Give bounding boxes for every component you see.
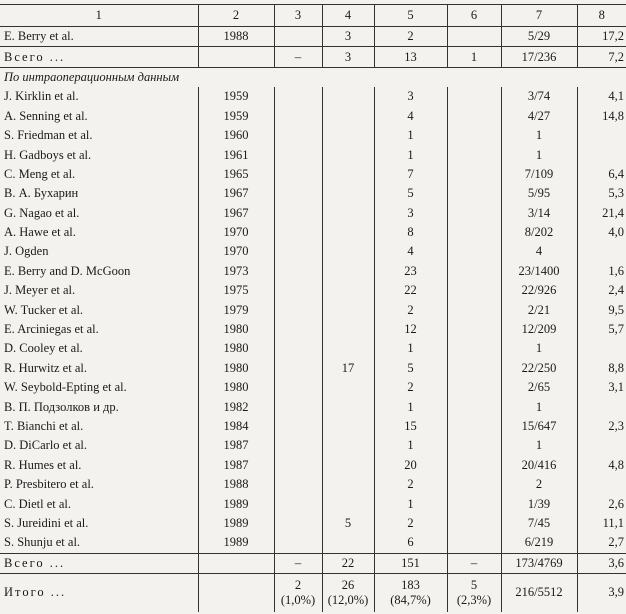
subtotal-label: Всего ... xyxy=(0,553,198,573)
value-cell-8 xyxy=(577,436,626,455)
value-cell-7: 8/202 xyxy=(501,223,577,242)
value-cell-5: 2 xyxy=(374,27,447,47)
table-row xyxy=(0,359,626,378)
value-cell-5: 4 xyxy=(374,242,447,261)
value-cell-6 xyxy=(447,378,501,397)
year-cell: 1989 xyxy=(198,494,274,513)
data-table xyxy=(0,4,626,612)
value-cell-7: 1 xyxy=(501,436,577,455)
value-cell-3 xyxy=(274,145,322,164)
value-cell-6 xyxy=(447,223,501,242)
table-row xyxy=(0,126,626,145)
subtotal-col-8: 3,6 xyxy=(577,553,626,573)
table-row xyxy=(0,494,626,513)
total-count: 183 xyxy=(401,577,420,592)
value-cell-5: 2 xyxy=(374,378,447,397)
header-row xyxy=(0,5,626,27)
value-cell-5: 15 xyxy=(374,417,447,436)
author-cell: R. Hurwitz et al. xyxy=(0,359,198,378)
value-cell-7: 1 xyxy=(501,126,577,145)
year-cell: 1982 xyxy=(198,397,274,416)
year-cell: 1980 xyxy=(198,320,274,339)
value-cell-6 xyxy=(447,436,501,455)
value-cell-3 xyxy=(274,300,322,319)
value-cell-3 xyxy=(274,397,322,416)
year-cell: 1970 xyxy=(198,242,274,261)
value-cell-6 xyxy=(447,514,501,533)
year-cell: 1980 xyxy=(198,359,274,378)
author-cell: D. DiCarlo et al. xyxy=(0,436,198,455)
value-cell-8: 4,8 xyxy=(608,457,624,472)
value-cell-4 xyxy=(322,262,374,281)
value-cell-6 xyxy=(447,107,501,126)
value-cell-3 xyxy=(274,223,322,242)
year-cell: 1960 xyxy=(198,126,274,145)
value-cell-7: 3/74 xyxy=(501,87,577,106)
value-cell-4 xyxy=(322,242,374,261)
total-count: 5 xyxy=(470,577,478,592)
value-cell-8: 4,1 xyxy=(608,89,624,104)
value-cell-7: 7/45 xyxy=(501,514,577,533)
total-percent: (1,0%) xyxy=(280,592,316,607)
empty-cell xyxy=(198,47,274,67)
value-cell-7: 1 xyxy=(501,145,577,164)
author-cell: S. Friedman et al. xyxy=(0,126,198,145)
value-cell-4 xyxy=(322,223,374,242)
subtotal-col-3: – xyxy=(274,47,322,67)
value-cell-6 xyxy=(447,300,501,319)
subtotal-row xyxy=(0,553,626,573)
value-cell-3 xyxy=(274,533,322,553)
value-cell-7: 2 xyxy=(501,475,577,494)
value-cell-3 xyxy=(274,281,322,300)
year-cell: 1989 xyxy=(198,514,274,533)
value-cell-6 xyxy=(447,145,501,164)
header-col-8: 8 xyxy=(577,5,626,27)
subtotal-row xyxy=(0,47,626,67)
value-cell-3 xyxy=(274,378,322,397)
section-title: По интраоперационным данным xyxy=(4,69,180,84)
total-label: Итого ... xyxy=(0,573,198,612)
value-cell-4 xyxy=(322,494,374,513)
author-cell: D. Cooley et al. xyxy=(0,339,198,358)
value-cell-5: 3 xyxy=(374,87,447,106)
author-cell: C. Meng et al. xyxy=(0,165,198,184)
value-cell-7: 20/416 xyxy=(501,456,577,475)
value-cell-8: 2,6 xyxy=(608,496,624,511)
author-cell: E. Berry et al. xyxy=(0,27,198,47)
value-cell-6 xyxy=(447,533,501,553)
total-col-5 xyxy=(374,573,447,612)
table-row xyxy=(0,184,626,203)
value-cell-5: 1 xyxy=(374,339,447,358)
header-col-6: 6 xyxy=(447,5,501,27)
subtotal-col-5: 13 xyxy=(374,47,447,67)
value-cell-6 xyxy=(447,320,501,339)
value-cell-6 xyxy=(447,339,501,358)
value-cell-7: 23/1400 xyxy=(501,262,577,281)
value-cell-8 xyxy=(577,126,626,145)
header-col-1: 1 xyxy=(0,5,198,27)
author-cell: S. Jureidini et al. xyxy=(0,514,198,533)
value-cell-4: 5 xyxy=(322,514,374,533)
year-cell: 1987 xyxy=(198,436,274,455)
value-cell-8 xyxy=(577,397,626,416)
value-cell-6 xyxy=(447,262,501,281)
value-cell-3 xyxy=(274,204,322,223)
value-cell-5: 12 xyxy=(374,320,447,339)
table-row xyxy=(0,378,626,397)
value-cell-6 xyxy=(447,27,501,47)
author-cell: J. Kirklin et al. xyxy=(0,87,198,106)
value-cell-4 xyxy=(322,281,374,300)
value-cell-6 xyxy=(447,475,501,494)
year-cell: 1984 xyxy=(198,417,274,436)
table-row xyxy=(0,417,626,436)
value-cell-4 xyxy=(322,339,374,358)
value-cell-5: 6 xyxy=(374,533,447,553)
value-cell-6 xyxy=(447,204,501,223)
table-row xyxy=(0,436,626,455)
value-cell-5: 8 xyxy=(374,223,447,242)
value-cell-6 xyxy=(447,242,501,261)
value-cell-8: 21,4 xyxy=(602,205,624,220)
year-cell: 1973 xyxy=(198,262,274,281)
author-cell: H. Gadboys et al. xyxy=(0,145,198,164)
author-cell: В. П. Подзолков и др. xyxy=(0,397,198,416)
value-cell-3 xyxy=(274,262,322,281)
value-cell-3 xyxy=(274,126,322,145)
table-row xyxy=(0,397,626,416)
table-row xyxy=(0,514,626,533)
year-cell: 1970 xyxy=(198,223,274,242)
value-cell-3 xyxy=(274,494,322,513)
value-cell-3 xyxy=(274,436,322,455)
header-col-2: 2 xyxy=(198,5,274,27)
value-cell-7: 1 xyxy=(501,397,577,416)
value-cell-8: 17,2 xyxy=(602,29,624,44)
table-row xyxy=(0,300,626,319)
subtotal-col-8: 7,2 xyxy=(577,47,626,67)
author-cell: J. Meyer et al. xyxy=(0,281,198,300)
table-header xyxy=(0,5,626,27)
total-col-8: 3,9 xyxy=(577,573,626,612)
value-cell-3 xyxy=(274,359,322,378)
total-percent: (84,7%) xyxy=(390,592,431,607)
total-col-3 xyxy=(274,573,322,612)
year-cell: 1961 xyxy=(198,145,274,164)
year-cell: 1959 xyxy=(198,87,274,106)
subtotal-col-7: 17/236 xyxy=(501,47,577,67)
year-cell: 1967 xyxy=(198,204,274,223)
value-cell-3 xyxy=(274,165,322,184)
value-cell-8: 4,0 xyxy=(608,225,624,240)
value-cell-5: 1 xyxy=(374,494,447,513)
total-col-6 xyxy=(447,573,501,612)
value-cell-7: 4 xyxy=(501,242,577,261)
value-cell-3 xyxy=(274,475,322,494)
table-row xyxy=(0,87,626,106)
value-cell-5: 1 xyxy=(374,397,447,416)
author-cell: J. Ogden xyxy=(0,242,198,261)
value-cell-4 xyxy=(322,184,374,203)
value-cell-4 xyxy=(322,145,374,164)
value-cell-5: 20 xyxy=(374,456,447,475)
table-row xyxy=(0,281,626,300)
author-cell: A. Hawe et al. xyxy=(0,223,198,242)
header-col-3: 3 xyxy=(274,5,322,27)
value-cell-8: 5,3 xyxy=(608,186,624,201)
author-cell: G. Nagao et al. xyxy=(0,204,198,223)
value-cell-4 xyxy=(322,456,374,475)
table-row xyxy=(0,242,626,261)
value-cell-7: 22/926 xyxy=(501,281,577,300)
value-cell-3 xyxy=(274,456,322,475)
value-cell-5: 2 xyxy=(374,300,447,319)
value-cell-5: 5 xyxy=(374,359,447,378)
value-cell-5: 5 xyxy=(374,184,447,203)
year-cell: 1988 xyxy=(198,475,274,494)
value-cell-7: 3/14 xyxy=(501,204,577,223)
value-cell-4 xyxy=(322,436,374,455)
value-cell-5: 23 xyxy=(374,262,447,281)
subtotal-col-3: – xyxy=(274,553,322,573)
value-cell-4 xyxy=(322,300,374,319)
value-cell-7: 1 xyxy=(501,339,577,358)
value-cell-3 xyxy=(274,514,322,533)
year-cell: 1980 xyxy=(198,378,274,397)
header-col-5: 5 xyxy=(374,5,447,27)
value-cell-4 xyxy=(322,378,374,397)
year-cell: 1980 xyxy=(198,339,274,358)
value-cell-6 xyxy=(447,281,501,300)
value-cell-8: 8,8 xyxy=(608,360,624,375)
value-cell-7: 1/39 xyxy=(501,494,577,513)
empty-cell xyxy=(198,553,274,573)
value-cell-3 xyxy=(274,184,322,203)
value-cell-7: 6/219 xyxy=(501,533,577,553)
subtotal-col-7: 173/4769 xyxy=(501,553,577,573)
author-cell: W. Tucker et al. xyxy=(0,300,198,319)
value-cell-3 xyxy=(274,27,322,47)
value-cell-8 xyxy=(577,475,626,494)
value-cell-8: 9,5 xyxy=(608,302,624,317)
subtotal-col-4: 22 xyxy=(322,553,374,573)
value-cell-3 xyxy=(274,339,322,358)
value-cell-3 xyxy=(274,320,322,339)
empty-cell xyxy=(198,573,274,612)
value-cell-7: 7/109 xyxy=(501,165,577,184)
table-row xyxy=(0,533,626,553)
value-cell-3 xyxy=(274,417,322,436)
author-cell: A. Senning et al. xyxy=(0,107,198,126)
value-cell-7: 2/65 xyxy=(501,378,577,397)
value-cell-7: 22/250 xyxy=(501,359,577,378)
value-cell-6 xyxy=(447,417,501,436)
value-cell-6 xyxy=(447,184,501,203)
total-count: 2 xyxy=(294,577,302,592)
subtotal-col-5: 151 xyxy=(374,553,447,573)
total-count: 26 xyxy=(341,577,355,592)
value-cell-3 xyxy=(274,107,322,126)
value-cell-4 xyxy=(322,533,374,553)
total-percent: (12,0%) xyxy=(327,592,369,607)
value-cell-4 xyxy=(322,397,374,416)
value-cell-8: 5,7 xyxy=(608,322,624,337)
value-cell-5: 1 xyxy=(374,145,447,164)
value-cell-6 xyxy=(447,456,501,475)
table-row xyxy=(0,107,626,126)
table-row xyxy=(0,145,626,164)
value-cell-4 xyxy=(322,475,374,494)
value-cell-8: 2,3 xyxy=(608,419,624,433)
author-cell: В. А. Бухарин xyxy=(0,184,198,203)
total-percent: (2,3%) xyxy=(456,592,492,607)
author-cell: R. Humes et al. xyxy=(0,456,198,475)
value-cell-4: 17 xyxy=(322,359,374,378)
value-cell-4 xyxy=(322,87,374,106)
author-cell: T. Bianchi et al. xyxy=(0,417,198,436)
year-cell: 1975 xyxy=(198,281,274,300)
value-cell-8: 1,6 xyxy=(608,263,624,278)
total-col-7: 216/5512 xyxy=(501,573,577,612)
subtotal-col-4: 3 xyxy=(322,47,374,67)
value-cell-8: 2,7 xyxy=(608,535,624,550)
year-cell: 1967 xyxy=(198,184,274,203)
total-row xyxy=(0,573,626,612)
value-cell-5: 22 xyxy=(374,281,447,300)
value-cell-7: 5/95 xyxy=(501,184,577,203)
value-cell-3 xyxy=(274,242,322,261)
value-cell-3 xyxy=(274,87,322,106)
header-col-7: 7 xyxy=(501,5,577,27)
header-col-4: 4 xyxy=(322,5,374,27)
value-cell-6 xyxy=(447,494,501,513)
value-cell-7: 15/647 xyxy=(501,417,577,436)
subtotal-label: Всего ... xyxy=(0,47,198,67)
author-cell: C. Dietl et al. xyxy=(0,494,198,513)
table-row xyxy=(0,262,626,281)
value-cell-7: 2/21 xyxy=(501,300,577,319)
value-cell-5: 3 xyxy=(374,204,447,223)
value-cell-5: 2 xyxy=(374,475,447,494)
year-cell: 1989 xyxy=(198,533,274,553)
year-cell: 1965 xyxy=(198,165,274,184)
value-cell-5: 1 xyxy=(374,126,447,145)
value-cell-4: 3 xyxy=(322,27,374,47)
value-cell-6 xyxy=(447,359,501,378)
table-row xyxy=(0,475,626,494)
value-cell-5: 1 xyxy=(374,436,447,455)
value-cell-5: 7 xyxy=(374,165,447,184)
table-row xyxy=(0,223,626,242)
table-row xyxy=(0,456,626,475)
subtotal-col-6: – xyxy=(447,553,501,573)
year-cell: 1979 xyxy=(198,300,274,319)
table-body xyxy=(0,27,626,612)
total-col-4 xyxy=(322,573,374,612)
table-row xyxy=(0,27,626,47)
value-cell-4 xyxy=(322,107,374,126)
value-cell-4 xyxy=(322,204,374,223)
table-row xyxy=(0,320,626,339)
value-cell-8: 6,4 xyxy=(608,166,624,181)
value-cell-6 xyxy=(447,397,501,416)
value-cell-4 xyxy=(322,165,374,184)
value-cell-8: 14,8 xyxy=(602,108,624,123)
subtotal-col-6: 1 xyxy=(447,47,501,67)
value-cell-7: 5/29 xyxy=(501,27,577,47)
value-cell-4 xyxy=(322,126,374,145)
author-cell: E. Arciniegas et al. xyxy=(0,320,198,339)
value-cell-8 xyxy=(577,145,626,164)
value-cell-4 xyxy=(322,417,374,436)
author-cell: E. Berry and D. McGoon xyxy=(0,262,198,281)
year-cell: 1987 xyxy=(198,456,274,475)
value-cell-5: 4 xyxy=(374,107,447,126)
value-cell-8 xyxy=(577,242,626,261)
value-cell-8: 3,1 xyxy=(608,380,624,395)
value-cell-6 xyxy=(447,87,501,106)
value-cell-8: 11,1 xyxy=(602,515,624,530)
year-cell: 1959 xyxy=(198,107,274,126)
value-cell-6 xyxy=(447,126,501,145)
value-cell-7: 12/209 xyxy=(501,320,577,339)
value-cell-4 xyxy=(322,320,374,339)
year-cell: 1988 xyxy=(198,27,274,47)
table-row xyxy=(0,339,626,358)
author-cell: W. Seybold-Epting et al. xyxy=(0,378,198,397)
section-row xyxy=(0,67,626,87)
value-cell-8: 2,4 xyxy=(608,283,624,298)
table-row xyxy=(0,165,626,184)
author-cell: S. Shunju et al. xyxy=(0,533,198,553)
value-cell-8 xyxy=(577,339,626,358)
value-cell-5: 2 xyxy=(374,514,447,533)
author-cell: P. Presbitero et al. xyxy=(0,475,198,494)
value-cell-6 xyxy=(447,165,501,184)
table-row xyxy=(0,204,626,223)
value-cell-7: 4/27 xyxy=(501,107,577,126)
